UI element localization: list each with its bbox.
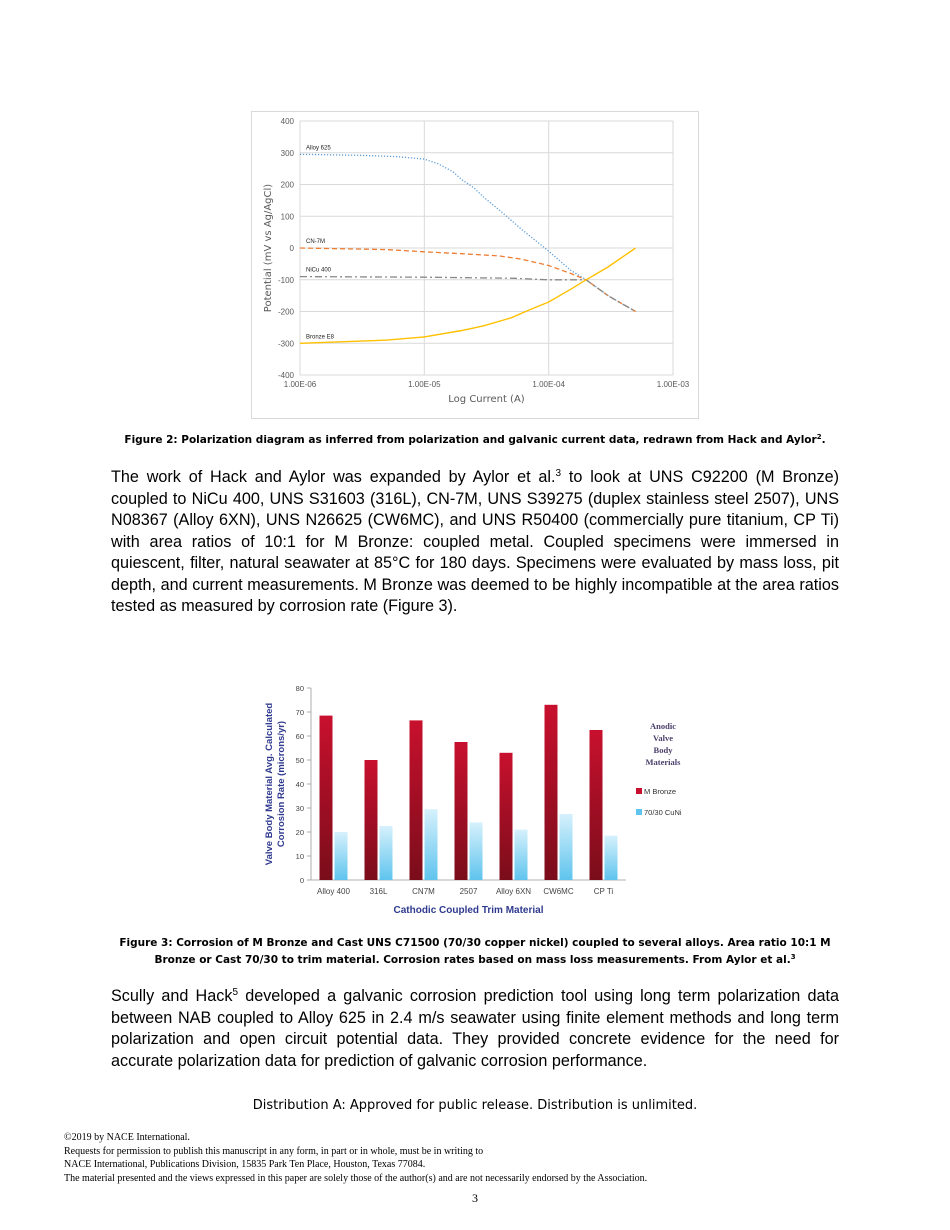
bar-m-bronze	[590, 730, 603, 880]
series-label: Bronze E8	[306, 334, 335, 341]
bar-m-bronze	[545, 705, 558, 880]
y-tick-label: 0	[289, 244, 294, 253]
bar-70-30-cuni	[515, 830, 528, 880]
x-category-label: Alloy 400	[317, 887, 350, 896]
bar-m-bronze	[410, 720, 423, 880]
series-label: CN-7M	[306, 239, 325, 245]
series-line-nicu-400	[300, 277, 636, 312]
bar-70-30-cuni	[380, 826, 393, 880]
y-tick-label: 20	[295, 828, 304, 837]
y-tick-label: 50	[295, 756, 304, 765]
x-axis-label: Log Current (A)	[448, 394, 525, 405]
x-category-label: CP Ti	[593, 887, 614, 896]
x-category-label: CW6MC	[543, 887, 574, 896]
paragraph-2-text-a: Scully and Hack	[111, 987, 233, 1005]
page-number: 3	[472, 1191, 478, 1205]
figure-2-caption-text: Figure 2: Polarization diagram as inferred from polarization and galvanic current data, redrawn from Hack and Aylor	[124, 434, 817, 446]
x-category-label: 2507	[459, 887, 478, 896]
copyright-footer	[64, 1131, 904, 1185]
legend-title-line: Materials	[645, 757, 681, 767]
polarization-chart-svg	[252, 112, 698, 418]
series-line-bronze-e8	[300, 248, 636, 343]
legend-label: 70/30 CuNi	[644, 808, 682, 817]
y-tick-label: 300	[280, 148, 294, 158]
bar-70-30-cuni	[605, 836, 618, 880]
x-axis-label: Cathodic Coupled Trim Material	[393, 905, 544, 916]
footer-address: NACE International, Publications Division, 15835 Park Ten Place, Houston, Texas 77084.	[64, 1159, 426, 1170]
series-label: Alloy 625	[306, 145, 331, 152]
figure-3-corrosion-bar-chart	[258, 678, 698, 918]
x-tick-label: 1.00E-05	[408, 380, 441, 389]
paragraph-1-text-a: The work of Hack and Aylor was expanded by Aylor et al.	[111, 468, 556, 486]
y-tick-label: -200	[277, 307, 294, 317]
bar-m-bronze	[365, 760, 378, 880]
legend-title-line: Body	[653, 745, 673, 755]
bar-70-30-cuni	[425, 809, 438, 880]
x-category-label: 316L	[369, 887, 388, 896]
y-tick-label: -400	[277, 371, 294, 380]
bar-70-30-cuni	[470, 822, 483, 880]
paragraph-scully-hack	[111, 986, 839, 1072]
paragraph-aylor-expansion	[111, 467, 839, 618]
paragraph-2-text-b: developed a galvanic corrosion prediction tool using long term polarization data between NAB coupled to Alloy 625 in 2.4 m/s seawater using finite element methods and long term polarization and open circuit potential data. They provided concrete evidence for the need for accurate polarization data for prediction of galvanic corrosion performance.	[111, 987, 839, 1070]
legend-title-line: Anodic	[650, 721, 676, 731]
bar-m-bronze	[500, 753, 513, 880]
y-tick-label: 400	[280, 117, 294, 126]
y-tick-label: 70	[295, 708, 304, 717]
legend-swatch	[636, 809, 642, 815]
legend-swatch	[636, 788, 642, 794]
figure-3-caption-text: Figure 3: Corrosion of M Bronze and Cast UNS C71500 (70/30 copper nickel) coupled to several alloys. Area ratio 10:1 M Bronze or Cast 70/30 to trim material. Corrosion rates based on mass loss measurements. From Aylor et al.	[119, 937, 831, 966]
x-tick-label: 1.00E-04	[532, 380, 565, 389]
footer-copyright: ©2019 by NACE International.	[64, 1132, 190, 1143]
y-axis-label-line-2: Corrosion Rate (microns/yr)	[276, 720, 287, 848]
paragraph-2-ref: 5	[232, 987, 239, 998]
y-tick-label: 60	[295, 732, 304, 741]
distribution-statement: Distribution A: Approved for public release. Distribution is unlimited.	[252, 1098, 698, 1113]
y-tick-label: -300	[277, 339, 294, 349]
figure-2-caption-end: .	[821, 434, 826, 446]
paragraph-1-ref: 3	[555, 468, 562, 479]
y-tick-label: 200	[280, 180, 294, 190]
y-tick-label: -100	[277, 275, 294, 285]
figure-2-caption	[100, 432, 850, 449]
legend-label: M Bronze	[644, 787, 677, 796]
footer-disclaimer: The material presented and the views expressed in this paper are solely those of the author(s) and are not necessarily endorsed by the Association.	[64, 1172, 648, 1184]
bar-m-bronze	[320, 716, 333, 880]
series-label: NiCu 400	[306, 267, 332, 274]
corrosion-bar-chart-svg	[258, 678, 698, 918]
series-line-alloy-625	[300, 154, 636, 311]
x-tick-label: 1.00E-06	[283, 380, 317, 389]
paragraph-1-text-b: to look at UNS C92200 (M Bronze) coupled to NiCu 400, UNS S31603 (316L), CN-7M, UNS S39275 (duplex stainless steel 2507), UNS N08367 (Alloy 6XN), UNS N26625 (CW6MC), and UNS R50400 (commercially pure titanium, CP Ti) with area ratios of 10:1 for M Bronze: coupled metal. Coupled specimens were immersed in quiescent, filter, natural seawater at 85°C for 180 days. Specimens were evaluated by mass loss, pit depth, and current measurements. M Bronze was deemed to be highly incompatible at the area ratios tested as measured by corrosion rate (Figure 3).	[111, 468, 839, 615]
figure-2-caption-ref: 2	[816, 433, 822, 441]
bar-70-30-cuni	[560, 814, 573, 880]
y-axis-label-line-1: Valve Body Material Avg. Calculated	[264, 702, 275, 866]
y-tick-label: 100	[280, 212, 294, 222]
footer-permission: Requests for permission to publish this manuscript in any form, in part or in whole, must be in writing to	[64, 1145, 484, 1157]
bar-70-30-cuni	[335, 832, 348, 880]
x-tick-label: 1.00E-03	[656, 380, 690, 389]
y-tick-label: 80	[295, 684, 304, 693]
figure-3-caption-ref: 3	[790, 953, 796, 961]
figure-3-caption	[100, 935, 850, 969]
y-tick-label: 0	[299, 876, 304, 885]
figure-2-polarization-chart	[251, 111, 699, 419]
y-tick-label: 10	[295, 852, 304, 861]
y-axis-label: Potential (mV vs Ag/AgCl)	[263, 183, 274, 313]
legend-title-line: Valve	[653, 733, 673, 743]
y-tick-label: 40	[295, 780, 304, 789]
x-category-label: CN7M	[412, 887, 435, 896]
x-category-label: Alloy 6XN	[495, 887, 532, 896]
bar-m-bronze	[455, 742, 468, 880]
y-tick-label: 30	[295, 804, 304, 813]
